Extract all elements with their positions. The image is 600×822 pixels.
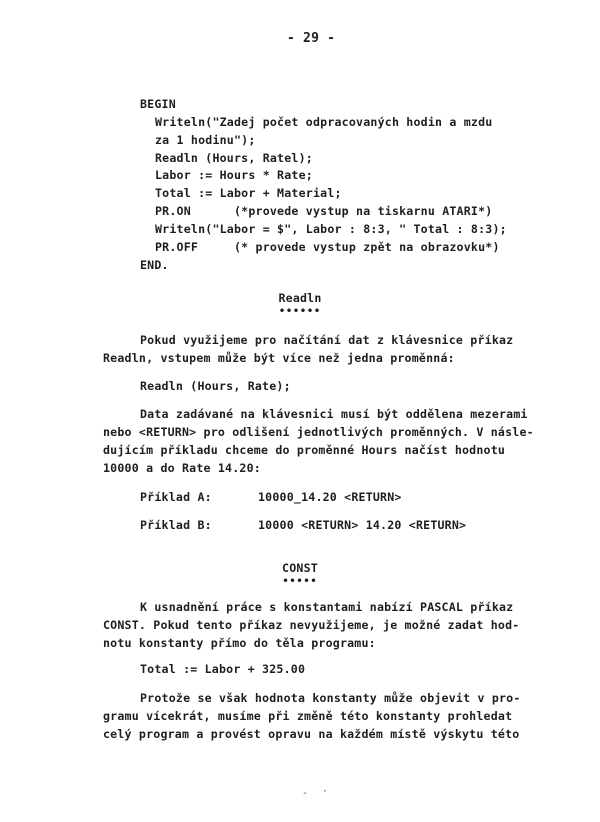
paragraph-line: 10000 a do Rate 14.20: (103, 461, 261, 475)
paragraph-line: nebo <RETURN> pro odlišení jednotlivých proměnných. V násle- (103, 425, 534, 439)
code-line: Readln (Hours, Ratel); (155, 151, 313, 165)
heading-dots: ••••• (282, 576, 318, 587)
paragraph-line: Readln, vstupem může být více než jedna proměnná: (103, 351, 455, 365)
code-line: END. (140, 258, 169, 272)
paragraph-line: dujícím příkladu chceme do proměnné Hours načíst hodnotu (103, 443, 506, 457)
paragraph-line: Pokud využijeme pro načítání dat z klávesnice příkaz (140, 333, 514, 347)
code-example: Total := Labor + 325.00 (140, 662, 306, 676)
section-heading-readln: Readln (278, 291, 322, 305)
code-line: PR.OFF (* provede vystup zpět na obrazovku*) (155, 240, 500, 254)
heading-dots: •••••• (278, 306, 322, 317)
example-a-label: Příklad A: (140, 490, 212, 504)
section-heading-const: CONST (282, 561, 318, 575)
code-example: Readln (Hours, Rate); (140, 379, 291, 393)
paragraph-line: Data zadávané na klávesnici musí být oddělena mezerami (140, 407, 528, 421)
example-a-value: 10000_14.20 <RETURN> (258, 490, 402, 504)
code-line: BEGIN (140, 97, 176, 111)
code-line: za 1 hodinu"); (155, 133, 256, 147)
example-b-value: 10000 <RETURN> 14.20 <RETURN> (258, 518, 467, 532)
example-b-label: Příklad B: (140, 518, 212, 532)
scan-speck: - (302, 788, 309, 799)
paragraph-line: notu konstanty přímo do těla programu: (103, 636, 376, 650)
paragraph-line: Protože se však hodnota konstanty může objevit v pro- (140, 691, 521, 705)
scan-speck: · (322, 786, 329, 797)
code-line: Writeln("Zadej počet odpracovaných hodin a mzdu (155, 115, 493, 129)
code-line: Labor := Hours * Rate; (155, 168, 313, 182)
paragraph-line: CONST. Pokud tento příkaz nevyužijeme, je možné zadat hod- (103, 618, 520, 632)
code-line: PR.ON (*provede vystup na tiskarnu ATARI*) (155, 204, 493, 218)
code-line: Total := Labor + Material; (155, 186, 342, 200)
paragraph-line: gramu vícekrát, musíme při změně této konstanty prohledat (103, 709, 513, 723)
paragraph-line: K usnadnění práce s konstantami nabízí PASCAL příkaz (140, 600, 514, 614)
code-line: Writeln("Labor = $", Labor : 8:3, " Total : 8:3); (155, 222, 507, 236)
paragraph-line: celý program a provést opravu na každém místě výskytu této (103, 727, 520, 741)
page-number: - 29 - (287, 31, 336, 46)
